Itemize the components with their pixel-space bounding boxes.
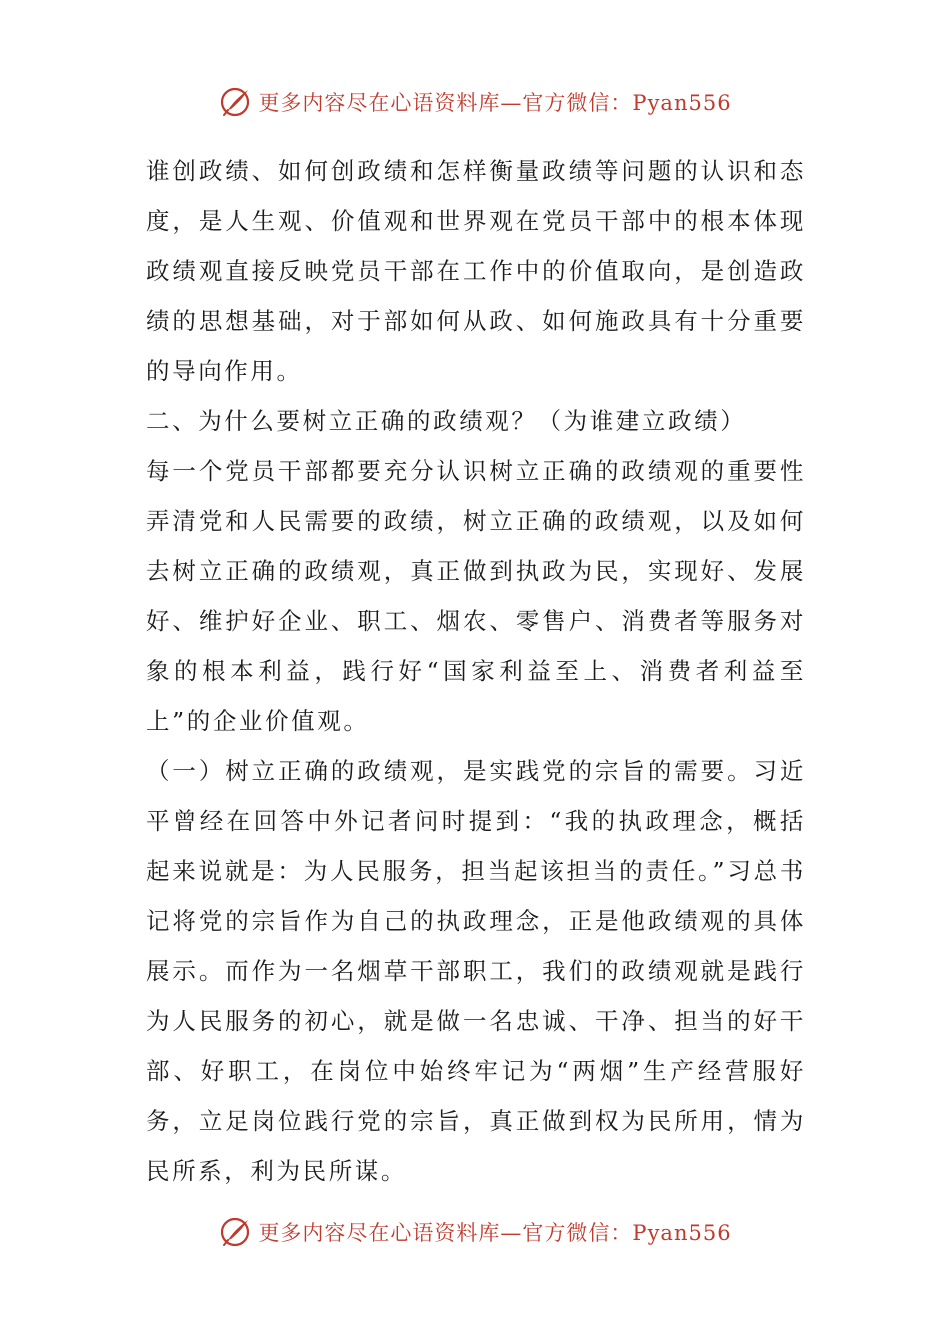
footer-watermark — [0, 1210, 950, 1254]
quill-pen-icon — [218, 85, 252, 119]
watermark-text: 更多内容尽在心语资料库—官方微信：Pyan556 — [258, 1221, 732, 1245]
watermark-text: 更多内容尽在心语资料库—官方微信：Pyan556 — [258, 91, 732, 115]
document-body — [146, 146, 806, 1196]
paragraph-importance: 每一个党员干部都要充分认识树立正确的政绩观的重要性弄清党和人民需要的政绩，树立正确的政绩观，以及如何去树立正确的政绩观，真正做到执政为民，实现好、发展好、维护好企业、职工、烟农、零售户、消费者等服务对象的根本利益，践行好“国家利益至上、消费者利益至上”的企业价值观。 — [146, 457, 806, 735]
header-watermark — [0, 80, 950, 124]
section-heading: 二、为什么要树立正确的政绩观？（为谁建立政绩） — [146, 407, 747, 435]
paragraph-intro: 谁创政绩、如何创政绩和怎样衡量政绩等问题的认识和态度，是人生观、价值观和世界观在党员干部中的根本体现政绩观直接反映党员干部在工作中的价值取向，是创造政绩的思想基础，对于部如何从政、如何施政具有十分重要的导向作用。 — [146, 157, 806, 385]
quill-pen-icon — [218, 1215, 252, 1249]
paragraph-subsection-1: （一）树立正确的政绩观，是实践党的宗旨的需要。习近平曾经在回答中外记者问时提到：“我的执政理念，概括起来说就是：为人民服务，担当起该担当的责任。”习总书记将党的宗旨作为自己的执政理念，正是他政绩观的具体展示。而作为一名烟草干部职工，我们的政绩观就是践行为人民服务的初心，就是做一名忠诚、干净、担当的好干部、好职工，在岗位中始终牢记为“两烟”生产经营服好务，立足岗位践行党的宗旨，真正做到权为民所用，情为民所系，利为民所谋。 — [146, 757, 806, 1185]
